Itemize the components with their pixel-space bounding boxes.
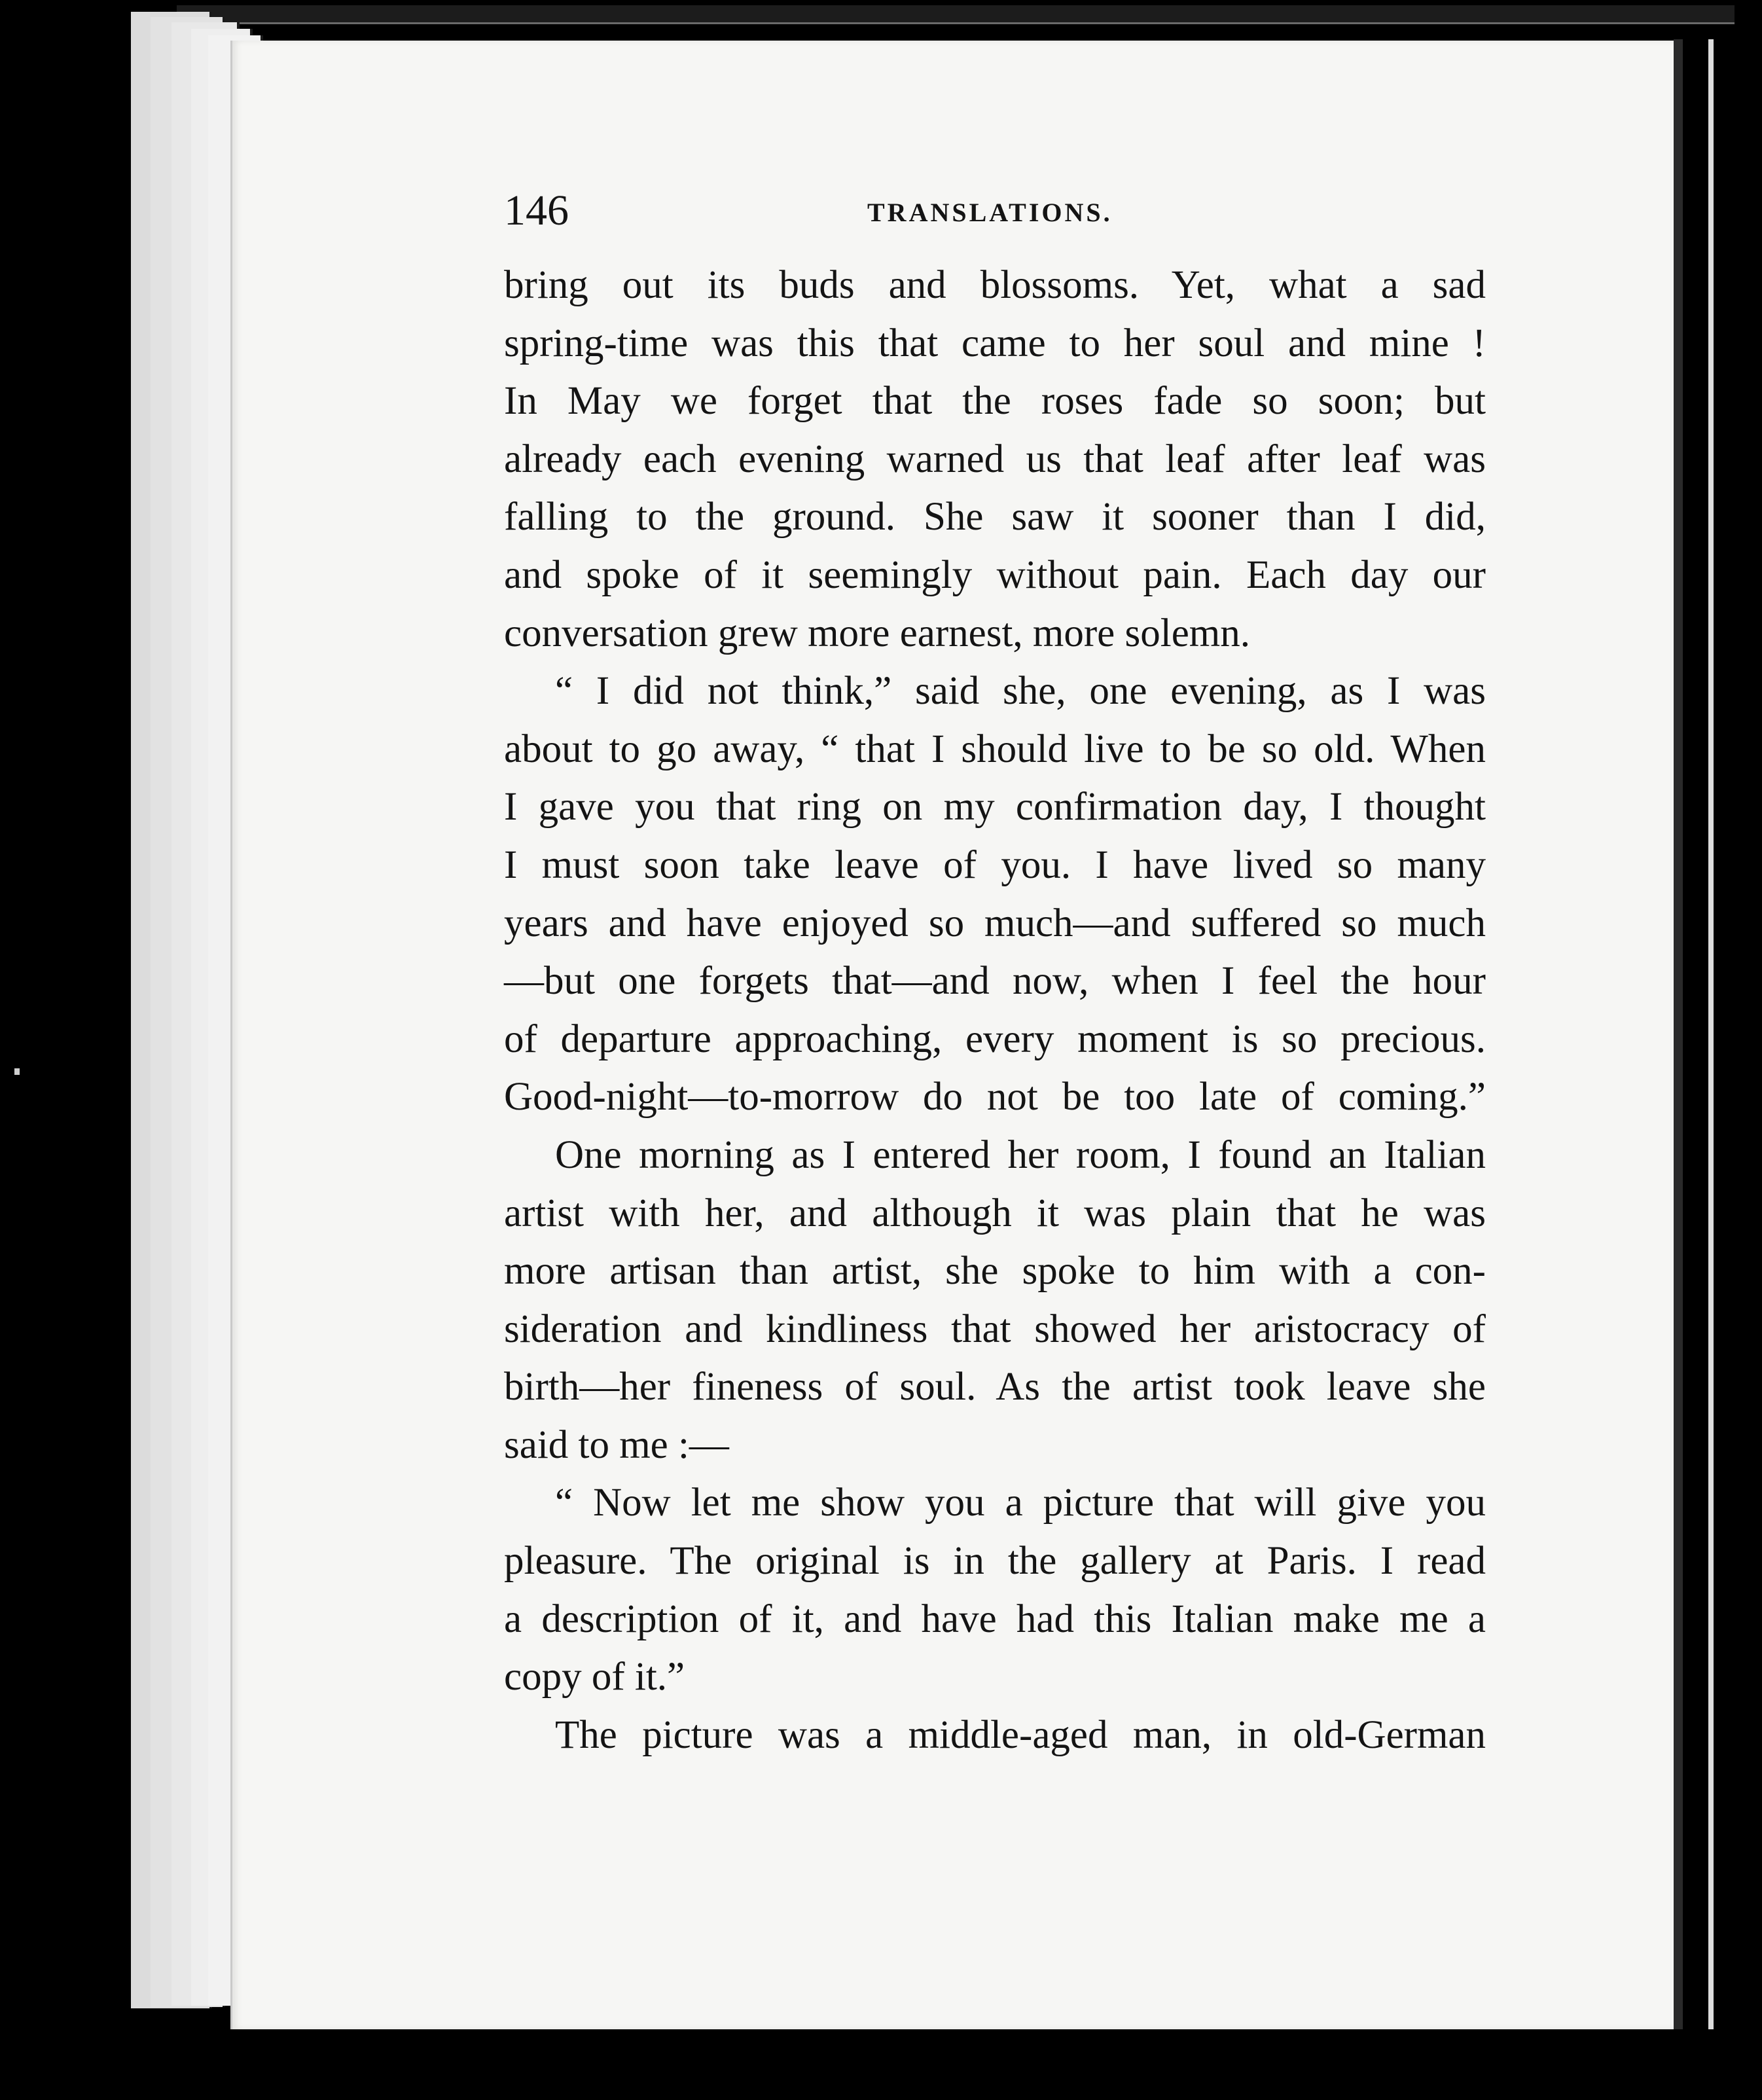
text-line: pleasure. The original is in the gallery at Paris. I read [504, 1539, 1486, 1584]
text-line: I must soon take leave of you. I have lived so many [504, 842, 1486, 887]
text-line: conversation grew more earnest, more solemn. [504, 611, 1250, 655]
text-line: The picture was a middle-aged man, in old-German [555, 1712, 1486, 1757]
text-line: sideration and kindliness that showed her aristocracy of [504, 1307, 1486, 1351]
text-line: years and have enjoyed so much—and suffered so much [504, 901, 1486, 945]
text-line: a description of it, and have had this Italian make me a [504, 1597, 1486, 1641]
running-head: TRANSLATIONS. [867, 198, 1113, 227]
text-line: about to go away, “ that I should live to be so old. When [504, 727, 1486, 771]
body-text [504, 257, 1486, 1764]
text-line: of departure approaching, every moment is so precious. [504, 1017, 1486, 1061]
book-top-edge [177, 5, 1735, 24]
text-line: Good-night—to-morrow do not be too late of coming.” [504, 1075, 1486, 1119]
page-number: 146 [504, 187, 569, 234]
text-line: One morning as I entered her room, I found an Italian [555, 1132, 1486, 1177]
text-line: artist with her, and although it was plain that he was [504, 1191, 1486, 1235]
text-line: bring out its buds and blossoms. Yet, what a sad [504, 263, 1486, 307]
text-line: copy of it.” [504, 1655, 685, 1699]
facing-page-edge [1708, 39, 1714, 2029]
text-line: “ I did not think,” said she, one evening, as I was [555, 669, 1486, 714]
text-line: falling to the ground. She saw it sooner than I did, [504, 495, 1486, 539]
text-line: already each evening warned us that leaf after leaf was [504, 437, 1486, 481]
page-gutter-shadow [1674, 39, 1683, 2029]
text-line: —but one forgets that—and now, when I feel the hour [504, 959, 1486, 1004]
text-line: and spoke of it seemingly without pain. Each day our [504, 552, 1486, 597]
text-line: more artisan than artist, she spoke to him with a con- [504, 1249, 1486, 1294]
text-line: birth—her fineness of soul. As the artist took leave she [504, 1365, 1486, 1409]
text-line: “ Now let me show you a picture that will give you [555, 1481, 1486, 1525]
text-line: I gave you that ring on my confirmation day, I thought [504, 785, 1486, 829]
text-line: In May we forget that the roses fade so soon; but [504, 379, 1486, 424]
text-line: spring-time was this that came to her soul and mine ! [504, 321, 1486, 365]
scan-mark [14, 1068, 20, 1075]
page-header [504, 185, 1486, 237]
text-line: said to me :— [504, 1422, 729, 1467]
